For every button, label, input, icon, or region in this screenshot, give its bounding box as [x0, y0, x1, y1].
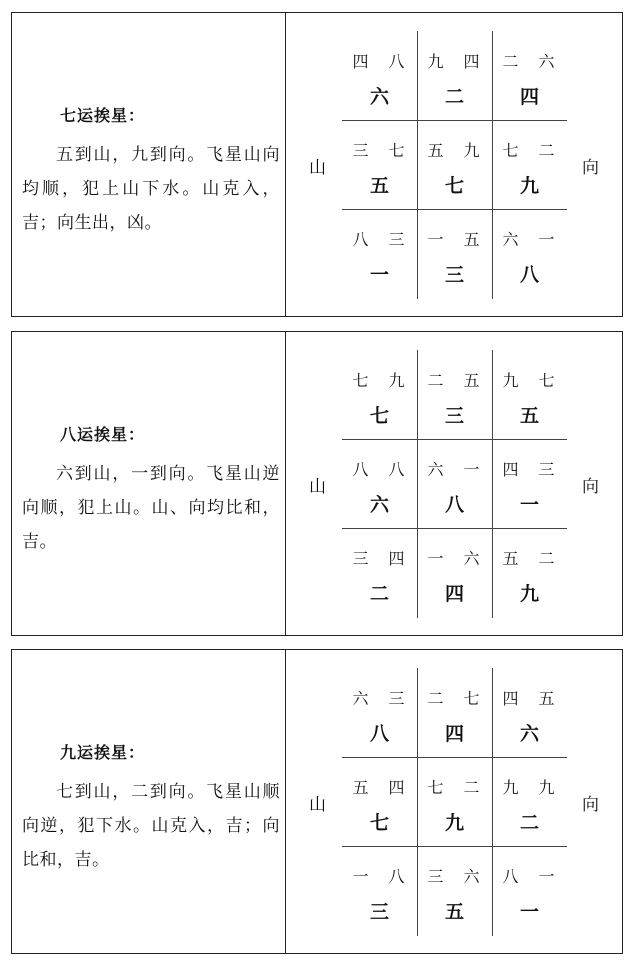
grid-cell: [492, 668, 567, 757]
mountain-star: 七: [502, 141, 521, 160]
panel-heading: 八运挨星：: [60, 425, 146, 444]
facing-star: 一: [538, 867, 557, 886]
description-column: [22, 13, 280, 316]
cell-top-stars: [342, 864, 417, 887]
facing-star: 八: [388, 52, 407, 71]
panel-period-7: [11, 12, 623, 317]
period-star: 八: [519, 264, 539, 286]
mountain-star: 二: [427, 371, 446, 390]
period-star: 三: [444, 264, 464, 286]
cell-top-stars: [342, 227, 417, 250]
period-star: 五: [519, 405, 539, 427]
grid-cell: [417, 439, 492, 528]
mountain-star: 三: [352, 549, 371, 568]
facing-star: 八: [388, 867, 407, 886]
mountain-star: 六: [352, 689, 371, 708]
mountain-star: 五: [352, 778, 371, 797]
facing-star: 三: [388, 230, 407, 249]
facing-star: 四: [388, 778, 407, 797]
facing-star: 九: [388, 371, 407, 390]
grid-cell: [417, 668, 492, 757]
period-star: 一: [369, 264, 389, 286]
facing-star: 五: [463, 230, 482, 249]
mountain-star: 五: [502, 549, 521, 568]
grid-cell: [417, 757, 492, 846]
facing-star: 七: [463, 689, 482, 708]
mountain-star: 三: [352, 141, 371, 160]
facing-star: 七: [538, 371, 557, 390]
period-star: 四: [519, 86, 539, 108]
mountain-star: 一: [352, 867, 371, 886]
facing-star: 四: [388, 549, 407, 568]
grid-cell: [492, 757, 567, 846]
grid-cell: [342, 209, 417, 298]
facing-star: 九: [463, 141, 482, 160]
cell-top-stars: [342, 686, 417, 709]
period-star: 五: [369, 175, 389, 197]
period-star: 九: [444, 812, 464, 834]
panel-description: 五到山，九到向。飞星山向均顺，犯上山下水。山克入，吉；向生出，凶。: [22, 145, 280, 233]
grid-cell: [492, 439, 567, 528]
facing-star: 三: [538, 460, 557, 479]
cell-top-stars: [417, 864, 492, 887]
cell-top-stars: [492, 686, 567, 709]
panel-heading: 九运挨星：: [60, 743, 146, 762]
facing-star: 二: [538, 141, 557, 160]
column-divider: [285, 332, 286, 635]
mountain-star: 九: [427, 52, 446, 71]
mountain-star: 七: [427, 778, 446, 797]
mountain-label: 山: [309, 795, 326, 815]
period-star: 三: [444, 405, 464, 427]
cell-top-stars: [342, 368, 417, 391]
period-star: 八: [444, 494, 464, 516]
mountain-label: 山: [309, 158, 326, 178]
facing-star: 二: [538, 549, 557, 568]
cell-top-stars: [492, 227, 567, 250]
facing-star: 四: [463, 52, 482, 71]
facing-star: 六: [463, 867, 482, 886]
period-star: 四: [444, 583, 464, 605]
period-star: 九: [519, 583, 539, 605]
facing-star: 五: [463, 371, 482, 390]
description-column: [22, 332, 280, 635]
grid-cell: [417, 31, 492, 120]
grid-cell: [492, 528, 567, 617]
grid-cell: [342, 668, 417, 757]
mountain-star: 一: [427, 549, 446, 568]
flying-star-grid: [342, 350, 567, 618]
cell-top-stars: [492, 864, 567, 887]
panel-period-8: [11, 331, 623, 636]
mountain-star: 二: [427, 689, 446, 708]
facing-label: 向: [582, 477, 599, 497]
panel-period-9: [11, 649, 623, 954]
grid-cell: [342, 757, 417, 846]
period-star: 三: [369, 901, 389, 923]
mountain-star: 二: [502, 52, 521, 71]
grid-cell: [342, 439, 417, 528]
cell-top-stars: [342, 546, 417, 569]
mountain-star: 八: [352, 460, 371, 479]
mountain-star: 一: [427, 230, 446, 249]
grid-cell: [417, 528, 492, 617]
mountain-star: 八: [352, 230, 371, 249]
mountain-label: 山: [309, 477, 326, 497]
facing-star: 五: [538, 689, 557, 708]
period-star: 二: [369, 583, 389, 605]
period-star: 六: [369, 494, 389, 516]
mountain-star: 八: [502, 867, 521, 886]
period-star: 七: [444, 175, 464, 197]
cell-top-stars: [417, 457, 492, 480]
panel-description: 六到山，一到向。飞星山逆向顺，犯上山。山、向均比和，吉。: [22, 464, 280, 552]
mountain-star: 六: [502, 230, 521, 249]
period-star: 九: [519, 175, 539, 197]
cell-top-stars: [492, 138, 567, 161]
panel-description: 七到山，二到向。飞星山顺向逆，犯下水。山克入，吉；向比和，吉。: [22, 782, 280, 870]
cell-top-stars: [342, 138, 417, 161]
facing-star: 九: [538, 778, 557, 797]
cell-top-stars: [492, 49, 567, 72]
grid-cell: [492, 846, 567, 935]
facing-label: 向: [582, 158, 599, 178]
description-column: [22, 650, 280, 953]
mountain-star: 三: [427, 867, 446, 886]
grid-cell: [417, 846, 492, 935]
period-star: 七: [369, 405, 389, 427]
grid-cell: [342, 120, 417, 209]
column-divider: [285, 650, 286, 953]
cell-top-stars: [342, 457, 417, 480]
cell-top-stars: [492, 775, 567, 798]
period-star: 四: [444, 723, 464, 745]
cell-top-stars: [492, 457, 567, 480]
mountain-star: 四: [502, 689, 521, 708]
period-star: 八: [369, 723, 389, 745]
flying-star-grid: [342, 31, 567, 299]
facing-star: 一: [463, 460, 482, 479]
grid-cell: [492, 31, 567, 120]
cell-top-stars: [417, 546, 492, 569]
facing-star: 八: [388, 460, 407, 479]
cell-top-stars: [342, 775, 417, 798]
grid-cell: [342, 846, 417, 935]
cell-top-stars: [417, 227, 492, 250]
mountain-star: 七: [352, 371, 371, 390]
column-divider: [285, 13, 286, 316]
mountain-star: 四: [502, 460, 521, 479]
period-star: 一: [519, 494, 539, 516]
facing-label: 向: [582, 795, 599, 815]
period-star: 七: [369, 812, 389, 834]
mountain-star: 五: [427, 141, 446, 160]
cell-top-stars: [417, 775, 492, 798]
cell-top-stars: [417, 686, 492, 709]
grid-cell: [417, 120, 492, 209]
facing-star: 一: [538, 230, 557, 249]
cell-top-stars: [342, 49, 417, 72]
period-star: 一: [519, 901, 539, 923]
grid-cell: [492, 209, 567, 298]
cell-top-stars: [492, 546, 567, 569]
grid-cell: [342, 350, 417, 439]
period-star: 六: [369, 86, 389, 108]
flying-star-grid: [342, 668, 567, 936]
mountain-star: 四: [352, 52, 371, 71]
cell-top-stars: [417, 138, 492, 161]
facing-star: 三: [388, 689, 407, 708]
cell-top-stars: [492, 368, 567, 391]
grid-cell: [342, 528, 417, 617]
facing-star: 二: [463, 778, 482, 797]
period-star: 二: [519, 812, 539, 834]
mountain-star: 六: [427, 460, 446, 479]
cell-top-stars: [417, 49, 492, 72]
facing-star: 六: [463, 549, 482, 568]
period-star: 六: [519, 723, 539, 745]
panel-heading: 七运挨星：: [60, 106, 146, 125]
cell-top-stars: [417, 368, 492, 391]
grid-cell: [342, 31, 417, 120]
mountain-star: 九: [502, 371, 521, 390]
grid-cell: [492, 350, 567, 439]
grid-cell: [417, 209, 492, 298]
mountain-star: 九: [502, 778, 521, 797]
grid-cell: [492, 120, 567, 209]
period-star: 二: [444, 86, 464, 108]
facing-star: 六: [538, 52, 557, 71]
facing-star: 七: [388, 141, 407, 160]
period-star: 五: [444, 901, 464, 923]
grid-cell: [417, 350, 492, 439]
